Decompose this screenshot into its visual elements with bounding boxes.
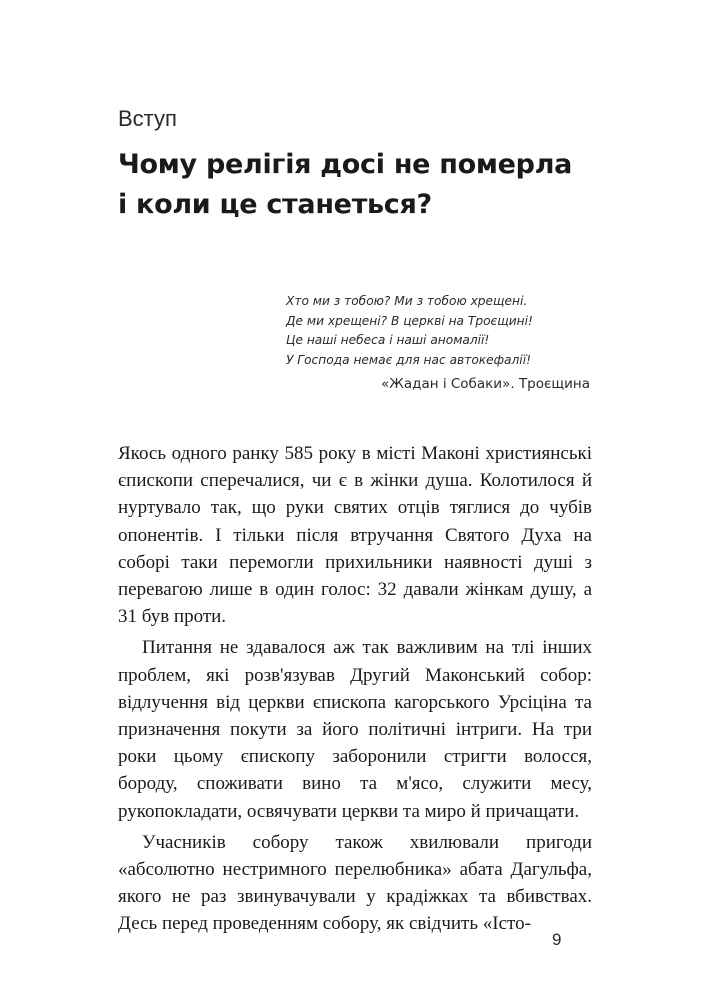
paragraph: Учасників собору також хвилювали пригоди «абсолютно нестримного перелюбника» абата Дагульфа, якого не раз звинувачували у крадіжках та вбивствах. Десь перед проведенням собору, як свідчить «Істо-: [118, 831, 592, 935]
chapter-title-line-1: Чому релігія досі не померла: [118, 149, 573, 180]
epigraph-line: Де ми хрещені? В церкві на Троєщині!: [286, 313, 533, 328]
epigraph-line: Хто ми з тобою? Ми з тобою хрещені.: [286, 294, 528, 308]
section-label: Вступ: [118, 106, 177, 131]
epigraph-line: У Господа немає для нас автокефалії!: [286, 352, 531, 367]
epigraph-source: «Жадан і Собаки». Троєщина: [381, 376, 590, 392]
body-text: [118, 440, 592, 938]
epigraph: [286, 292, 590, 394]
chapter-title-line-2: і коли це станеться?: [118, 189, 432, 220]
chapter-title: [118, 145, 638, 225]
paragraph: Якось одного ранку 585 року в місті Маконі християнські єпископи сперечалися, чи є в жінки душа. Колотилося й нуртувало так, що руки святих отців тяглися до чубів опонентів. І тільки після втручання Святого Духа на соборі таки перемогли прихильники наявності душі з перевагою лише в один голос: 32 давали жінкам душу, а 31 був проти.: [118, 443, 592, 628]
page-number: 9: [552, 930, 562, 949]
paragraph: Питання не здавалося аж так важливим на тлі інших проблем, які розв'язував Другий Маконський собор: відлучення від церкви єпископа кагорського Урсіціна та призначення покути за його політичні інтриги. На три роки цьому єпископу заборонили стригти волосся, бороду, споживати вино та м'ясо, служити месу, рукопокладати, освячувати церкви та миро й причащати.: [118, 637, 592, 822]
epigraph-line: Це наші небеса і наші аномалії!: [286, 333, 490, 347]
